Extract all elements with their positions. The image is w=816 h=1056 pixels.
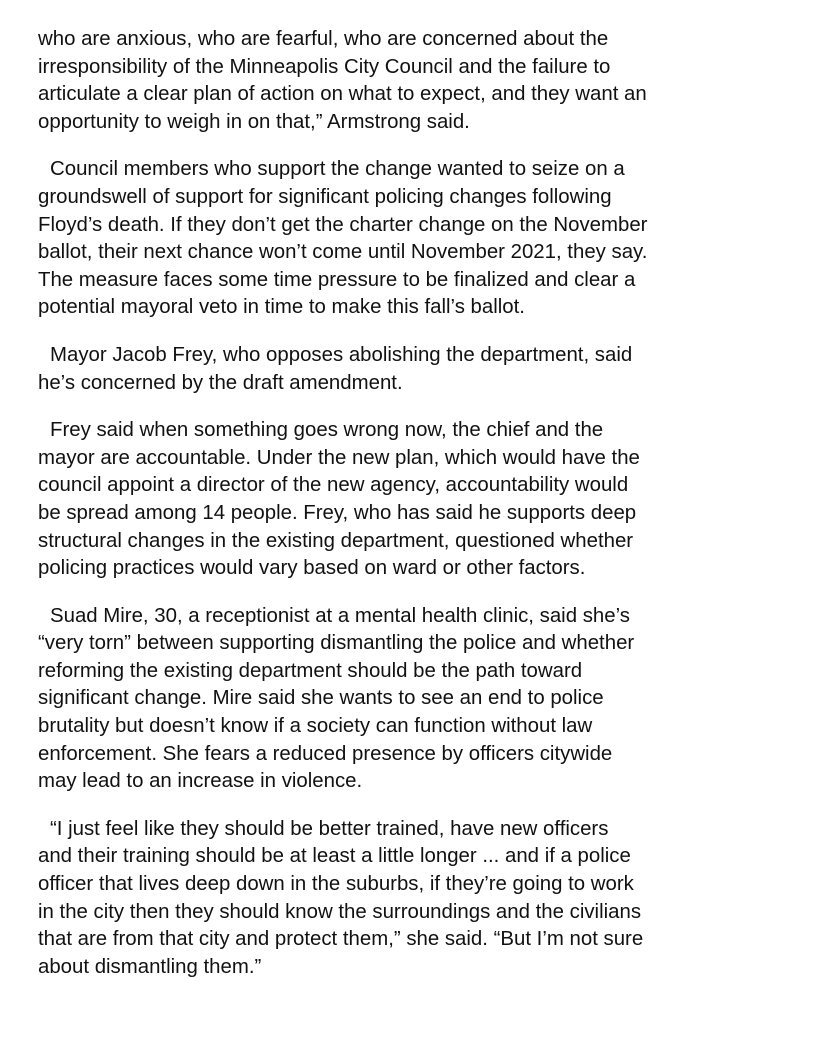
text-line: Council members who support the change wanted to seize on a: [50, 158, 625, 181]
text-line: be spread among 14 people. Frey, who has said he supports deep: [38, 501, 637, 524]
paragraph-frey-accountability: [38, 417, 788, 583]
text-line: council appoint a director of the new agency, accountability would: [38, 474, 629, 497]
text-line: potential mayoral veto in time to make this fall’s ballot.: [38, 296, 525, 319]
article-body: [38, 26, 788, 1001]
text-line: The measure faces some time pressure to be finalized and clear a: [38, 268, 636, 291]
text-line: he’s concerned by the draft amendment.: [38, 371, 403, 394]
text-line: policing practices would vary based on ward or other factors.: [38, 557, 586, 580]
text-line: groundswell of support for significant policing changes following: [38, 185, 612, 208]
paragraph-mire-quote: [38, 816, 788, 982]
text-line: and their training should be at least a little longer ... and if a police: [38, 845, 631, 868]
text-line: structural changes in the existing department, questioned whether: [38, 529, 634, 552]
text-line: Floyd’s death. If they don’t get the charter change on the November: [38, 213, 648, 236]
text-line: mayor are accountable. Under the new plan, which would have the: [38, 446, 640, 469]
text-line: brutality but doesn’t know if a society can function without law: [38, 715, 593, 738]
text-line: officer that lives deep down in the suburbs, if they’re going to work: [38, 873, 634, 896]
paragraph-armstrong-quote-end: [38, 26, 788, 136]
text-line: opportunity to weigh in on that,” Armstrong said.: [38, 110, 470, 133]
paragraph-mayor-frey: [38, 342, 788, 397]
text-line: “I just feel like they should be better trained, have new officers: [50, 817, 609, 840]
text-line: Suad Mire, 30, a receptionist at a mental health clinic, said she’s: [50, 604, 630, 627]
text-line: significant change. Mire said she wants to see an end to police: [38, 687, 604, 710]
text-line: irresponsibility of the Minneapolis City Council and the failure to: [38, 55, 611, 78]
text-line: Mayor Jacob Frey, who opposes abolishing the department, said: [50, 343, 633, 366]
text-line: may lead to an increase in violence.: [38, 770, 363, 793]
text-line: Frey said when something goes wrong now, the chief and the: [50, 419, 604, 442]
text-line: who are anxious, who are fearful, who are concerned about the: [38, 28, 609, 50]
text-line: enforcement. She fears a reduced presence by officers citywide: [38, 742, 613, 765]
text-line: about dismantling them.”: [38, 955, 262, 978]
text-line: articulate a clear plan of action on what to expect, and they want an: [38, 83, 647, 106]
text-line: ballot, their next chance won’t come until November 2021, they say.: [38, 241, 648, 264]
text-line: that are from that city and protect them,” she said. “But I’m not sure: [38, 928, 644, 951]
text-line: “very torn” between supporting dismantling the police and whether: [38, 632, 635, 655]
paragraph-suad-mire: [38, 603, 788, 796]
text-line: reforming the existing department should be the path toward: [38, 659, 583, 682]
text-line: in the city then they should know the surroundings and the civilians: [38, 900, 642, 923]
paragraph-council-members: [38, 156, 788, 322]
